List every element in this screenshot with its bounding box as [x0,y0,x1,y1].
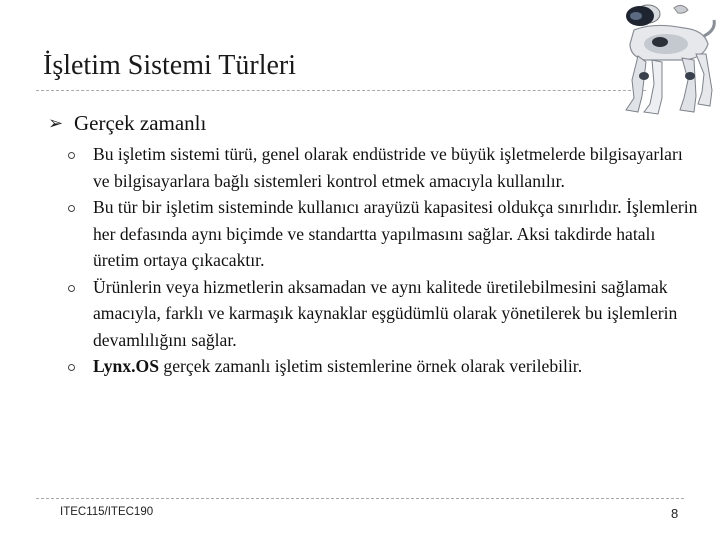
circle-bullet-icon [68,364,75,371]
circle-bullet-icon [68,205,75,212]
list-item [60,194,700,274]
bullet-list [60,141,700,380]
bullet-text: gerçek zamanlı işletim sistemlerine örnek olarak verilebilir. [159,356,583,376]
bullet-text: Bu tür bir işletim sisteminde kullanıcı arayüzü kapasitesi oldukça sınırlıdır. İşlemlerin her defasında aynı biçimde ve standartta yapılmasını sağlar. Aksi takdirde hatalı üretim ortaya çıkacaktır. [93,197,698,270]
circle-bullet-icon [68,152,75,159]
bullet-text: Bu işletim sistemi türü, genel olarak endüstride ve büyük işletmelerde bilgisayarları ve bilgisayarlara bağlı sistemleri kontrol etmek amacıyla kullanılır. [93,144,683,191]
title-divider [36,90,646,91]
page-number: 8 [671,506,679,521]
circle-bullet-icon [68,285,75,292]
heading-text: Gerçek zamanlı [74,111,207,135]
list-item [60,141,700,194]
slide-title: İşletim Sistemi Türleri [43,50,297,81]
arrow-bullet-icon: ➢ [48,113,64,134]
heading-item [48,111,206,136]
list-item [60,274,700,354]
bullet-text: Ürünlerin veya hizmetlerin aksamadan ve aynı kalitede üretilebilmesini sağlamak amacıyla, farklı ve karmaşık kaynaklar eşgüdümlü olarak yönetilerek bu işlemlerin devamlılığını sağlar. [93,276,678,350]
bullet-bold-text: Lynx.OS [93,356,160,376]
footer-divider [36,498,684,499]
robot-dog-image [604,0,720,120]
footer-course: ITEC115/ITEC190 [60,506,154,518]
list-item [60,353,700,380]
